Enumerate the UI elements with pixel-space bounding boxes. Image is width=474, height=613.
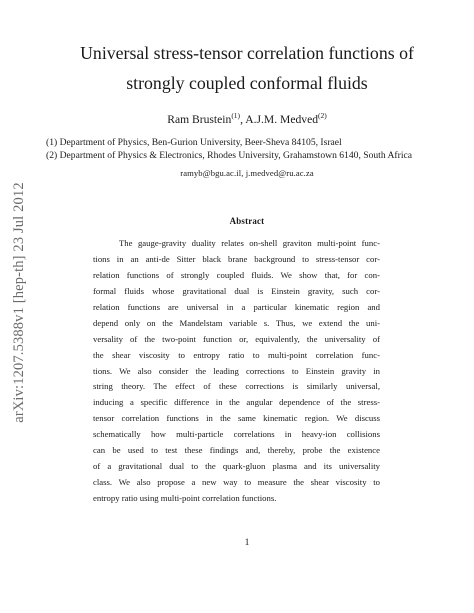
abstract-line: relation functions are universal in a particular kinematic region and [93, 301, 380, 312]
abstract-line: can be used to test these findings and, thereby, probe the existence [93, 445, 380, 456]
abstract-line: The gauge-gravity duality relates on-shell graviton multi-point func- [119, 238, 380, 248]
abstract-body [93, 236, 380, 507]
affiliation-mark: (1) [231, 111, 241, 120]
abstract-line: tions. We also consider the leading corrections to Einstein gravity in [93, 365, 380, 376]
paper-title [40, 38, 454, 98]
arxiv-identifier-stamp [6, 152, 32, 452]
abstract-line: of a gravitational dual to the quark-gluon plasma and its universality [93, 461, 380, 472]
author-name: A.J.M. Medved [245, 113, 319, 126]
abstract-line: versality of the two-point function or, equivalently, the universality of [93, 333, 380, 344]
abstract-line: entropy ratio using multi-point correlation functions. [93, 493, 277, 503]
affiliation-list [46, 137, 412, 162]
abstract-line: class. We also propose a new way to measure the shear viscosity to [93, 477, 380, 488]
abstract-heading: Abstract [229, 216, 265, 226]
abstract-line: relation functions of strongly coupled fluids. We show that, for con- [93, 269, 380, 280]
author-name: Ram Brustein [167, 113, 232, 126]
page-number: 1 [244, 537, 250, 548]
abstract-line: formal fluids whose gravitational dual is Einstein gravity, such cor- [93, 285, 380, 296]
affiliation-line: (1) Department of Physics, Ben-Gurion University, Beer-Sheva 84105, Israel [46, 137, 342, 148]
abstract-line: depend only on the Mandelstam variable s. Thus, we extend the uni- [93, 317, 380, 328]
abstract-line: tensor correlation functions in the same kinematic region. We discuss [93, 413, 380, 424]
author-emails: ramyb@bgu.ac.il, j.medved@ru.ac.za [180, 168, 314, 178]
affiliation-line: (2) Department of Physics & Electronics, Rhodes University, Grahamstown 6140, South Africa [46, 149, 413, 161]
abstract-line: inducing a specific difference in the angular dependence of the stress- [93, 397, 380, 408]
arxiv-identifier-text: arXiv:1207.5388v1 [hep-th] 23 Jul 2012 [10, 181, 27, 423]
author-separator: , [240, 113, 246, 126]
abstract-line: the shear viscosity to entropy ratio to multi-point correlation func- [93, 349, 380, 360]
title-line: Universal stress-tensor correlation functions of [80, 43, 414, 63]
author-list [40, 109, 454, 127]
abstract-line: tions in an anti-de Sitter black brane background to stress-tensor cor- [93, 253, 380, 264]
abstract-line: string theory. The effect of these corrections is similarly universal, [93, 381, 380, 392]
title-line: strongly coupled conformal fluids [126, 73, 368, 93]
abstract-line: schematically how multi-particle correlations in heavy-ion collisions [93, 429, 380, 440]
affiliation-mark: (2) [318, 111, 327, 120]
